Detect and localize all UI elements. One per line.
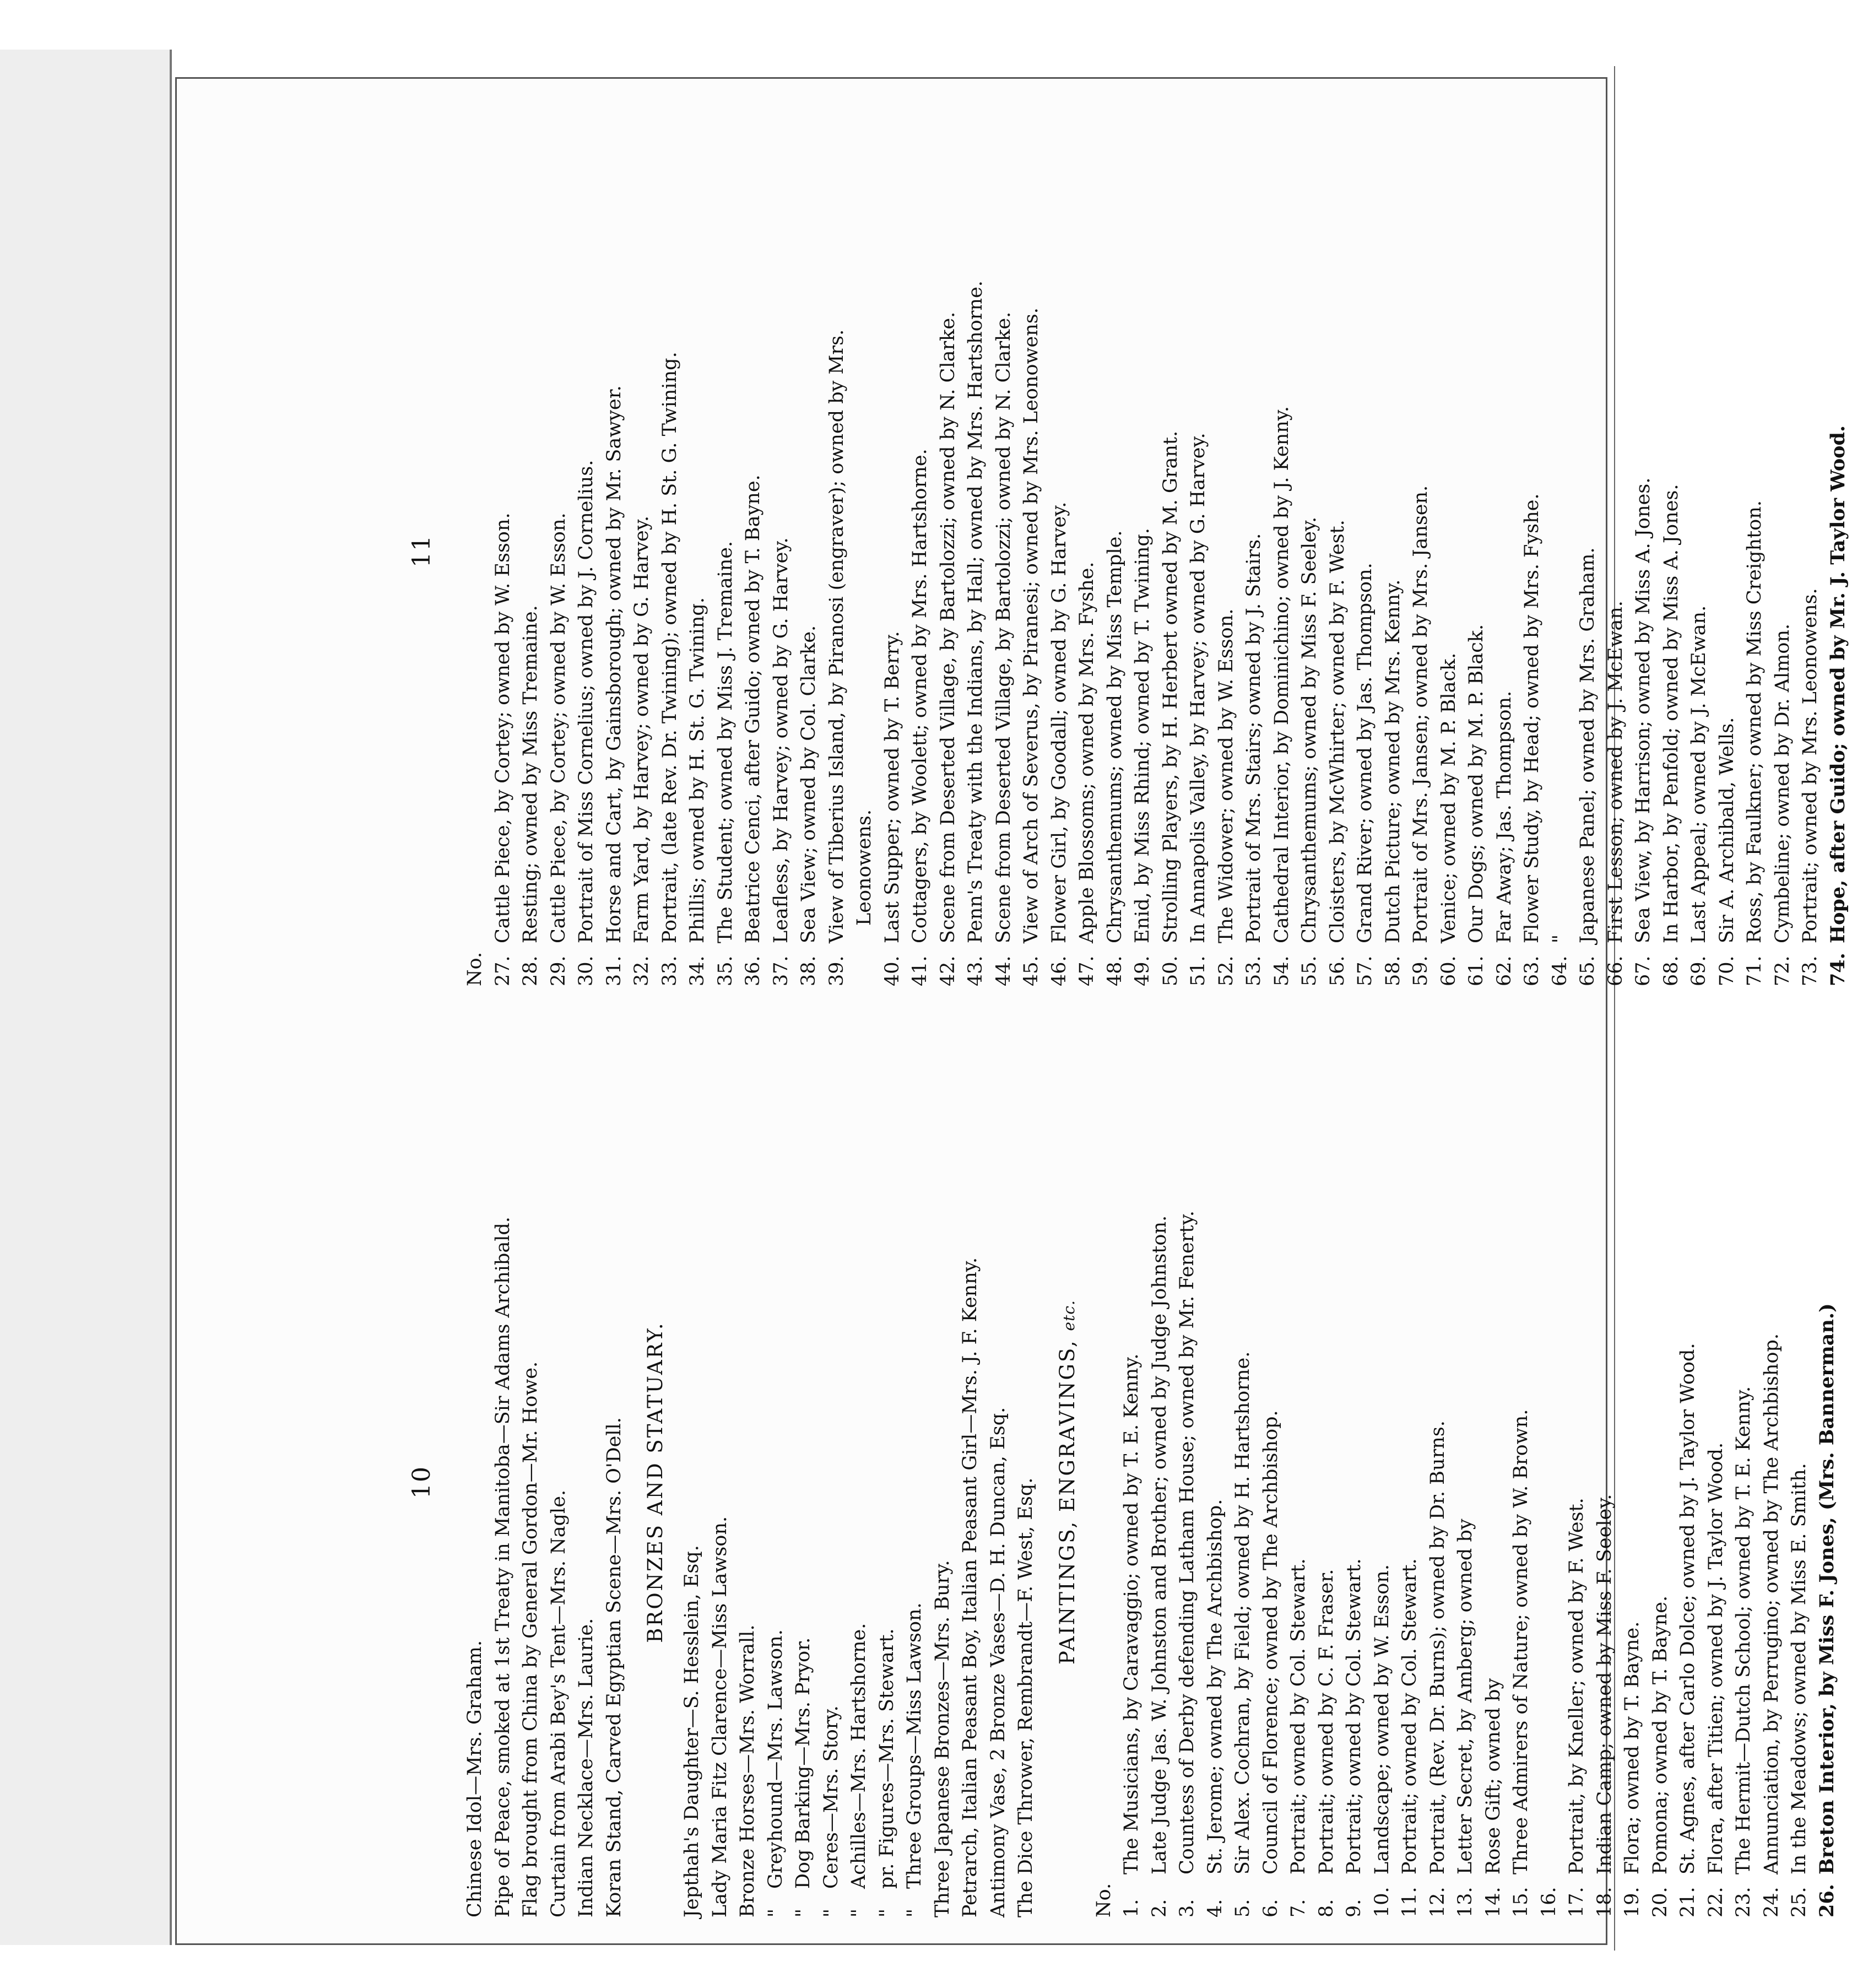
entry-text: Flower Girl, by Goodall; owned by G. Harvey.	[1048, 501, 1070, 943]
entry-text: Sea View, by Harrison; owned by Miss A. Jones.	[1632, 477, 1654, 943]
entry-number: 15.	[1510, 1887, 1532, 1917]
entry-number: 32.	[631, 955, 653, 986]
catalogue-entry	[1240, 116, 1268, 986]
entry-number: 73.	[1799, 955, 1821, 986]
catalogue-entry	[1324, 116, 1352, 986]
number-column-label: No.	[464, 952, 486, 986]
entry-text: Portrait, by Kneller; owned by F. West.	[1566, 1498, 1588, 1874]
intro-item: Curtain from Arabi Bey's Tent—Mrs. Nagle.	[547, 1489, 570, 1917]
entry-text: Three Admirers of Nature; owned by W. Brown.	[1510, 1409, 1532, 1874]
paintings-list-page-10	[1118, 1047, 1841, 1917]
entry-number: 59.	[1410, 955, 1432, 986]
entry-text: Apple Blossoms; owned by Mrs. Fyshe.	[1076, 561, 1098, 943]
catalogue-entry	[1407, 116, 1435, 986]
bronze-text: Greyhound—Mrs. Lawson.	[764, 1629, 787, 1889]
entry-number: 24.	[1760, 1887, 1783, 1917]
entry-number: 20.	[1649, 1887, 1671, 1917]
entry-number: 17.	[1566, 1887, 1588, 1917]
entry-number: 35.	[714, 955, 737, 986]
catalogue-entry	[739, 116, 767, 986]
page-number: 11	[408, 534, 436, 568]
catalogue-entry	[1340, 1047, 1368, 1917]
catalogue-entry	[1824, 116, 1852, 986]
entry-text: Portrait; owned by Col. Stewart.	[1343, 1558, 1365, 1874]
catalogue-entry	[1101, 116, 1129, 986]
previous-page-edge	[0, 50, 172, 1945]
catalogue-entry	[628, 116, 656, 986]
catalogue-entry	[906, 116, 934, 986]
catalogue-entry	[572, 116, 600, 986]
ditto-mark: "	[764, 1908, 787, 1917]
bronze-item	[817, 1047, 846, 1917]
entry-text: The Hermit—Dutch School; owned by T. E. Kenny.	[1732, 1386, 1754, 1874]
catalogue-entry	[517, 116, 545, 986]
entry-text: St. Agnes, after Carlo Dolce; owned by J. Taylor Wood.	[1677, 1343, 1699, 1874]
catalogue-entry	[1507, 1047, 1535, 1917]
entry-text: Rose Gift; owned by	[1482, 1678, 1504, 1874]
entry-number: 57.	[1354, 955, 1376, 986]
catalogue-entry	[600, 116, 629, 986]
entry-number: 42.	[936, 955, 959, 986]
catalogue-entry	[1046, 116, 1074, 986]
catalogue-entry	[1574, 116, 1602, 986]
entry-text: Cattle Piece, by Cortey; owned by W. Esson.	[547, 512, 570, 943]
catalogue-entry	[1785, 1047, 1813, 1917]
bronze-item	[762, 1047, 790, 1917]
bronze-item	[984, 1047, 1012, 1917]
entry-text: "	[1548, 934, 1571, 943]
catalogue-entry	[1146, 1047, 1174, 1917]
catalogue-entry	[1546, 116, 1574, 986]
bronze-text: Three Groups—Miss Lawson.	[903, 1602, 925, 1889]
entry-text: Council of Florence; owned by The Archbishop.	[1259, 1410, 1282, 1874]
entry-number: 19.	[1621, 1887, 1643, 1917]
intro-list	[461, 1047, 628, 1917]
bronze-item	[706, 1047, 734, 1917]
intro-item: Flag brought from China by General Gordon—Mr. Howe.	[519, 1361, 541, 1917]
entry-number: 58.	[1382, 955, 1404, 986]
entry-text: In the Meadows; owned by Miss E. Smith.	[1788, 1463, 1810, 1874]
catalogue-entry	[1591, 1047, 1619, 1917]
catalogue-entry	[1229, 1047, 1257, 1917]
entry-number: 22.	[1704, 1887, 1727, 1917]
entry-number: 40.	[881, 955, 903, 986]
page-number: 10	[408, 1466, 436, 1499]
entry-number: 72.	[1771, 955, 1794, 986]
bronze-item	[678, 1047, 706, 1917]
entry-text: Portrait, (late Rev. Dr. Twining); owned by H. St. G. Twining.	[658, 352, 681, 943]
entry-number: 3.	[1176, 1899, 1198, 1917]
entry-number: 63.	[1521, 955, 1543, 986]
paintings-heading-text: PAINTINGS, ENGRAVINGS,	[1055, 1339, 1079, 1665]
entry-text: Phillis; owned by H. St. G. Twining.	[686, 597, 708, 943]
entry-number: 8.	[1315, 1899, 1337, 1917]
entry-number: 31.	[603, 955, 625, 986]
bronze-item	[789, 1047, 817, 1917]
catalogue-entry	[1017, 116, 1046, 986]
entry-number: 11.	[1399, 1887, 1421, 1917]
entry-text: St. Jerome; owned by The Archbishop.	[1204, 1499, 1226, 1874]
catalogue-entry	[1157, 116, 1185, 986]
entry-text: Flora, after Titien; owned by J. Taylor Wood.	[1704, 1442, 1727, 1874]
entry-number: 27.	[491, 955, 514, 986]
entry-number: 52.	[1215, 955, 1237, 986]
entry-text: Portrait; owned by C. F. Fraser.	[1315, 1569, 1337, 1874]
entry-number: 62.	[1493, 955, 1515, 986]
catalogue-entry	[879, 116, 907, 986]
entry-number: 29.	[547, 955, 570, 986]
bronze-text: pr. Figures—Mrs. Stewart.	[875, 1628, 898, 1889]
catalogue-entry	[545, 116, 573, 986]
entry-number: 25.	[1788, 1887, 1810, 1917]
entry-text: Chrysanthemums; owned by Miss Temple.	[1103, 530, 1126, 943]
entry-number: 30.	[575, 955, 597, 986]
entry-number: 6.	[1259, 1899, 1282, 1917]
catalogue-entry	[1201, 1047, 1230, 1917]
entry-text: The Student; owned by Miss J. Tremaine.	[714, 541, 737, 943]
entry-number: 65.	[1577, 955, 1599, 986]
entry-number: 28.	[519, 955, 541, 986]
intro-item: Pipe of Peace, smoked at 1st Treaty in Manitoba—Sir Adams Archibald.	[491, 1217, 514, 1917]
bronze-text: Lady Maria Fitz Clarence—Miss Lawson.	[708, 1516, 731, 1917]
catalogue-entry	[1184, 116, 1212, 986]
paintings-list-page-11	[489, 116, 1852, 986]
entry-number: 45.	[1020, 955, 1042, 986]
entry-text: Scene from Deserted Village, by Bartolozzi; owned by N. Clarke.	[992, 311, 1015, 943]
entry-number: 51.	[1187, 955, 1209, 986]
entry-number: 38.	[798, 955, 820, 986]
catalogue-entry	[712, 116, 740, 986]
catalogue-entry	[1796, 116, 1824, 986]
entry-text: Flora; owned by T. Bayne.	[1621, 1621, 1643, 1874]
entry-text: Breton Interior, by Miss F. Jones, (Mrs. Bannerman.)	[1815, 1303, 1838, 1874]
entry-number: 9.	[1343, 1899, 1365, 1917]
catalogue-entry	[1730, 1047, 1758, 1917]
entry-text: Portrait; owned by Col. Stewart.	[1399, 1558, 1421, 1874]
catalogue-entry	[1351, 116, 1379, 986]
bronzes-list	[678, 1047, 1040, 1917]
entry-number: 67.	[1632, 955, 1654, 986]
entry-number: 1.	[1120, 1899, 1142, 1917]
catalogue-entry	[1313, 1047, 1341, 1917]
paintings-heading	[1055, 1047, 1079, 1917]
bronze-item	[1012, 1047, 1040, 1917]
entry-number: 54.	[1270, 955, 1293, 986]
catalogue-entry	[1713, 116, 1741, 986]
catalogue-entry	[1463, 116, 1491, 986]
bronze-text: Antimony Vase, 2 Bronze Vases—D. H. Duncan, Esq.	[987, 1407, 1009, 1917]
entry-text: The Musicians, by Caravaggio; owned by T. E. Kenny.	[1120, 1353, 1142, 1874]
entry-text: Beatrice Cenci, after Guido; owned by T. Bayne.	[742, 474, 764, 943]
entry-text: Ross, by Faulkner; owned by Miss Creighton.	[1743, 500, 1766, 943]
catalogue-entry	[1741, 116, 1769, 986]
entry-number: 48.	[1103, 955, 1126, 986]
paintings-heading-etc: etc.	[1059, 1300, 1078, 1331]
catalogue-entry	[1257, 1047, 1285, 1917]
catalogue-entry	[1285, 1047, 1313, 1917]
entry-number: 43.	[965, 955, 987, 986]
entry-text: Venice; owned by M. P. Black.	[1437, 652, 1460, 943]
entry-number: 49.	[1131, 955, 1154, 986]
entry-number: 70.	[1715, 955, 1738, 986]
bronze-text: Dog Barking—Mrs. Pryor.	[792, 1637, 814, 1889]
catalogue-entry	[1452, 1047, 1480, 1917]
entry-text: Our Dogs; owned by M. P. Black.	[1465, 624, 1487, 943]
entry-number: 39.	[825, 955, 848, 986]
bronze-text: Achilles—Mrs. Hartshorne.	[848, 1623, 870, 1889]
number-column-label: No.	[1092, 1883, 1115, 1917]
catalogue-entry	[489, 116, 517, 986]
bronze-item	[734, 1047, 762, 1917]
catalogue-entry	[1813, 1047, 1842, 1917]
bronze-item	[929, 1047, 957, 1917]
entry-number: 16.	[1537, 1887, 1560, 1917]
entry-number: 53.	[1243, 955, 1265, 986]
entry-number: 44.	[992, 955, 1015, 986]
entry-number: 60.	[1437, 955, 1460, 986]
catalogue-entry	[1658, 116, 1686, 986]
entry-number: 14.	[1482, 1887, 1504, 1917]
entry-number: 56.	[1326, 955, 1349, 986]
bronze-text: Jepthah's Daughter—S. Hesslein, Esq.	[681, 1545, 703, 1917]
entry-text: Portrait, (Rev. Dr. Burns); owned by Dr. Burns.	[1426, 1420, 1449, 1874]
catalogue-entry	[1685, 116, 1713, 986]
catalogue-entry	[1368, 1047, 1396, 1917]
entry-number: 10.	[1371, 1887, 1393, 1917]
entry-number: 50.	[1159, 955, 1182, 986]
bronze-item	[956, 1047, 984, 1917]
entry-number: 18.	[1593, 1887, 1616, 1917]
entry-text: Sea View; owned by Col. Clarke.	[798, 625, 820, 943]
catalogue-entry	[1435, 116, 1463, 986]
entry-text: The Widower; owned by W. Esson.	[1215, 608, 1237, 943]
bronze-text: Petrarch, Italian Peasant Boy, Italian Peasant Girl—Mrs. J. F. Kenny.	[959, 1257, 981, 1917]
catalogue-entry	[823, 116, 851, 986]
entry-text: Cottagers, by Woolett; owned by Mrs. Hartshorne.	[909, 449, 931, 943]
entry-text: Late Judge Jas. W. Johnston and Brother; owned by Judge Johnston.	[1148, 1215, 1171, 1874]
entry-number: 68.	[1660, 955, 1682, 986]
catalogue-entry	[1268, 116, 1296, 986]
entry-number: 69.	[1688, 955, 1710, 986]
catalogue-entry	[1618, 1047, 1647, 1917]
catalogue-entry	[934, 116, 962, 986]
entry-text: Last Appeal; owned by J. McEwan.	[1688, 605, 1710, 943]
catalogue-entry	[1480, 1047, 1508, 1917]
entry-text: Cymbeline; owned by Dr. Almon.	[1771, 623, 1794, 943]
ditto-mark: "	[792, 1908, 814, 1917]
entry-number: 26.	[1815, 1884, 1838, 1917]
ditto-mark: "	[903, 1908, 925, 1917]
entry-text: Penn's Treaty with the Indians, by Hall; owned by Mrs. Hartshorne.	[965, 280, 987, 943]
entry-number: 64.	[1548, 955, 1571, 986]
catalogue-entry	[1674, 1047, 1702, 1917]
entry-text: Indian Camp; owned by Miss F. Seeley.	[1593, 1494, 1616, 1874]
entry-text: Sir A. Archibald, Wells.	[1715, 717, 1738, 943]
entry-text: Hope, after Guido; owned by Mr. J. Taylor Wood.	[1826, 425, 1849, 943]
catalogue-entry	[1647, 1047, 1675, 1917]
entry-number: 21.	[1677, 1887, 1699, 1917]
catalogue-entry	[1535, 1047, 1563, 1917]
entry-continuation: Leonowens.	[853, 809, 875, 926]
entry-text: First Lesson; owned by J. McEwan.	[1604, 601, 1627, 943]
catalogue-entry	[1491, 116, 1519, 986]
entry-number: 7.	[1287, 1899, 1309, 1917]
entry-text: Portrait of Miss Cornelius; owned by J. Cornelius.	[575, 460, 597, 943]
catalogue-entry	[795, 116, 823, 986]
ditto-mark: "	[820, 1908, 842, 1917]
entry-text: Portrait of Mrs. Jansen; owned by Mrs. Jansen.	[1410, 485, 1432, 943]
entry-text: Enid, by Miss Rhind; owned by T. Twining.	[1131, 528, 1154, 943]
catalogue-entry	[1129, 116, 1157, 986]
entry-text: Sir Alex. Cochran, by Field; owned by H. Hartshorne.	[1232, 1351, 1254, 1874]
entry-text: View of Tiberius Island, by Piranosi (engraver); owned by Mrs.	[825, 329, 848, 943]
entry-number: 66.	[1604, 955, 1627, 986]
catalogue-entry	[1173, 1047, 1201, 1917]
catalogue-entry	[1602, 116, 1630, 986]
bronze-text: Ceres—Mrs. Story.	[820, 1705, 842, 1889]
entry-number: 4.	[1204, 1899, 1226, 1917]
entry-text: Dutch Picture; owned by Mrs. Kenny.	[1382, 579, 1404, 943]
entry-text: Flower Study, by Head; owned by Mrs. Fyshe.	[1521, 493, 1543, 943]
intro-item: Koran Stand, Carved Egyptian Scene—Mrs. O'Dell.	[603, 1417, 625, 1917]
entry-text: Horse and Cart, by Gainsborough; owned by Mr. Sawyer.	[603, 385, 625, 943]
entry-text: Landscape; owned by W. Esson.	[1371, 1564, 1393, 1874]
entry-text: View of Arch of Severus, by Piranesi; owned by Mrs. Leonowens.	[1020, 307, 1042, 943]
catalogue-entry	[684, 116, 712, 986]
entry-text: Last Supper; owned by T. Berry.	[881, 631, 903, 943]
bronzes-heading: BRONZES AND STATUARY.	[643, 1321, 667, 1643]
entry-number: 37.	[770, 955, 792, 986]
bronze-text: Three Japanese Bronzes—Mrs. Bury.	[931, 1560, 954, 1917]
catalogue-entry	[990, 116, 1018, 986]
entry-text: Cloisters, by McWhirter; owned by F. West.	[1326, 520, 1349, 943]
entry-number: 23.	[1732, 1887, 1754, 1917]
entry-number: 36.	[742, 955, 764, 986]
catalogue-entry	[1563, 1047, 1591, 1917]
catalogue-entry	[1296, 116, 1324, 986]
entry-number: 61.	[1465, 955, 1487, 986]
entry-text: Grand River; owned by Jas. Thompson.	[1354, 563, 1376, 943]
bronze-text: Bronze Horses—Mrs. Worrall.	[737, 1624, 759, 1917]
entry-text: In Harbor, by Penfold; owned by Miss A. Jones.	[1660, 484, 1682, 943]
intro-item: Chinese Idol—Mrs. Graham.	[464, 1640, 486, 1917]
catalogue-entry	[1769, 116, 1797, 986]
intro-item: Indian Necklace—Mrs. Laurie.	[575, 1618, 597, 1917]
ditto-mark: "	[875, 1908, 898, 1917]
page-10	[198, 1047, 1838, 1917]
entry-text: Far Away; Jas. Thompson.	[1493, 690, 1515, 943]
entry-text: Countess of Derby defending Latham House; owned by Mr. Fenerty.	[1176, 1211, 1198, 1874]
catalogue-entry	[1118, 1047, 1146, 1917]
entry-number: 34.	[686, 955, 708, 986]
entry-text: Portrait; owned by Mrs. Leonowens.	[1799, 588, 1821, 943]
entry-text: Cathedral Interior, by Dominichino; owned by J. Kenny.	[1270, 406, 1293, 943]
catalogue-entry	[1424, 1047, 1452, 1917]
entry-number: 13.	[1454, 1887, 1476, 1917]
entry-number: 55.	[1298, 955, 1320, 986]
catalogue-entry	[1518, 116, 1546, 986]
ditto-mark: "	[848, 1908, 870, 1917]
page-11	[198, 116, 1849, 986]
entry-text: Resting; owned by Miss Tremaine.	[519, 605, 541, 943]
catalogue-entry	[1212, 116, 1241, 986]
entry-text: Portrait; owned by Col. Stewart.	[1287, 1558, 1309, 1874]
catalogue-entry	[962, 116, 990, 986]
bronze-text: The Dice Thrower, Rembrandt—F. West, Esq.	[1015, 1477, 1037, 1917]
entry-number: 46.	[1048, 955, 1070, 986]
entry-text: In Annapolis Valley, by Harvey; owned by G. Harvey.	[1187, 433, 1209, 943]
catalogue-entry	[1073, 116, 1101, 986]
entry-number: 41.	[909, 955, 931, 986]
entry-text: Annunciation, by Perrugino; owned by The Archbishop.	[1760, 1333, 1783, 1874]
entry-text: Chrysanthemums; owned by Miss F. Seeley.	[1298, 516, 1320, 943]
catalogue-entry	[1629, 116, 1658, 986]
entry-number: 12.	[1426, 1887, 1449, 1917]
entry-text: Strolling Players, by H. Herbert owned by M. Grant.	[1159, 430, 1182, 943]
bronze-item	[845, 1047, 873, 1917]
entry-number: 47.	[1076, 955, 1098, 986]
catalogue-entry	[1758, 1047, 1786, 1917]
entry-text: Farm Yard, by Harvey; owned by G. Harvey.	[631, 516, 653, 943]
entry-text: Leafless, by Harvey; owned by G. Harvey.	[770, 537, 792, 943]
entry-text: Cattle Piece, by Cortey; owned by W. Esson.	[491, 512, 514, 943]
entry-text: Portrait of Mrs. Stairs; owned by J. Stairs.	[1243, 533, 1265, 943]
entry-number: 71.	[1743, 955, 1766, 986]
entry-number: 74.	[1826, 953, 1849, 986]
catalogue-entry	[1379, 116, 1407, 986]
rotated-page-content	[198, 77, 1849, 1917]
entry-text: Scene from Deserted Village, by Bartolozzi; owned by N. Clarke.	[936, 311, 959, 943]
entry-text: Letter Secret, by Amberg; owned by	[1454, 1519, 1476, 1874]
entry-number: 5.	[1232, 1899, 1254, 1917]
entry-number: 2.	[1148, 1899, 1171, 1917]
entry-text: Pomona; owned by T. Bayne.	[1649, 1595, 1671, 1874]
entry-text: Japanese Panel; owned by Mrs. Graham.	[1577, 547, 1599, 943]
bronze-item	[901, 1047, 929, 1917]
entry-number: 33.	[658, 955, 681, 986]
catalogue-entry	[1702, 1047, 1730, 1917]
catalogue-entry	[1396, 1047, 1424, 1917]
catalogue-entry	[656, 116, 684, 986]
catalogue-entry	[767, 116, 795, 986]
bronze-item	[873, 1047, 901, 1917]
